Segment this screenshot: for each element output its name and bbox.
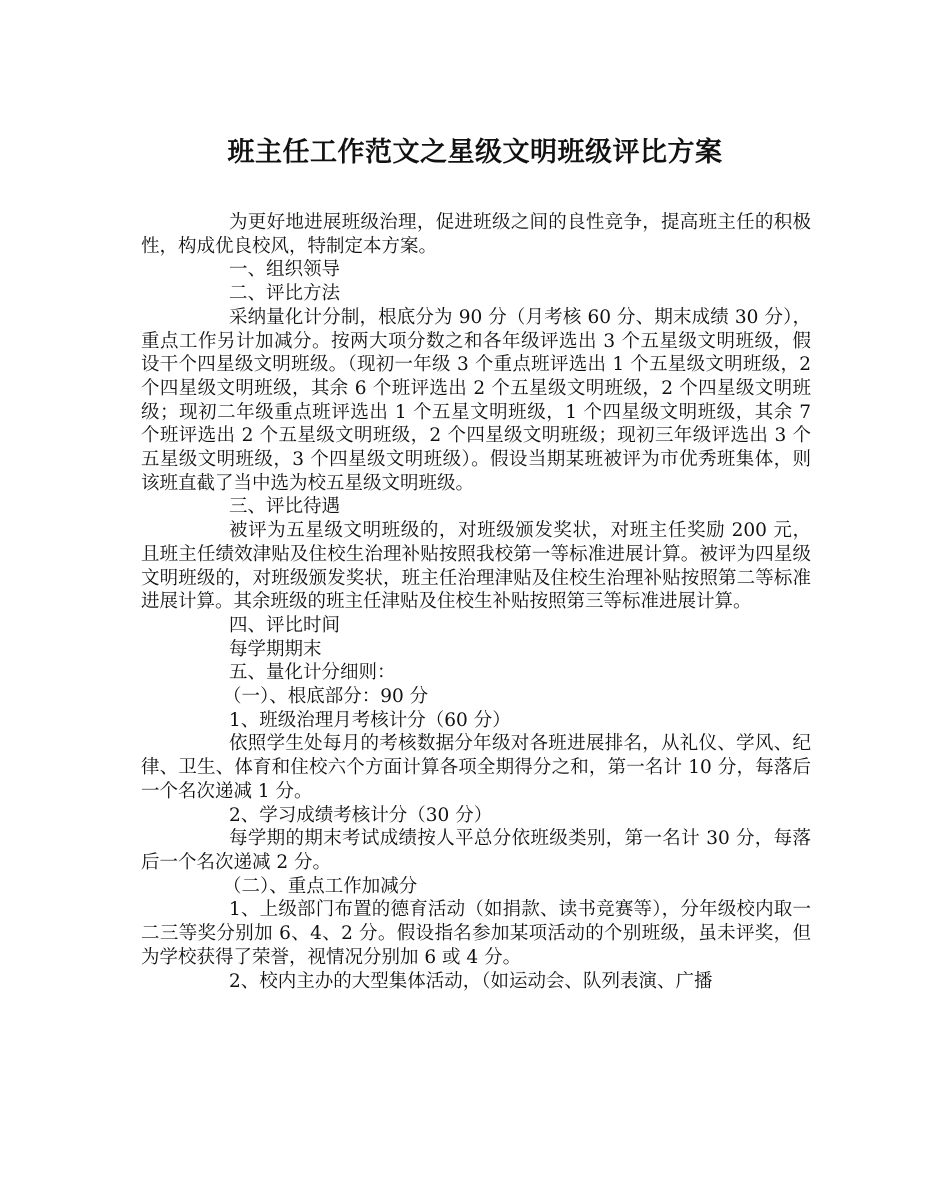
- benefits-paragraph: 被评为五星级文明班级的，对班级颁发奖状，对班主任奖励 200 元，且班主任绩效津贴及住校生治理补贴按照我校第一等标准进展计算。被评为四星级文明班级的，对班级颁发奖状，班主任治理津贴及住校生治理补贴按照第二等标准进展计算。其余班级的班主任津贴及住校生补贴按照第三等标准进展计算。: [141, 520, 811, 613]
- item-heading-monthly: 1、班级治理月考核计分（60 分）: [229, 709, 511, 731]
- section-heading-benefits: 三、评比待遇: [229, 496, 341, 518]
- key-work-item-2: 2、校内主办的大型集体活动，（如运动会、队列表演、广播: [229, 970, 713, 992]
- section-heading-method: 二、评比方法: [229, 283, 341, 305]
- key-work-item-1: 1、上级部门布置的德育活动（如捐款、读书竞赛等），分年级校内取一二三等奖分别加 6、4、2 分。假设指名参加某项活动的个别班级，虽未评奖，但为学校获得了荣誉，视情况分别加 6 或 4 分。: [141, 899, 811, 968]
- method-paragraph: 采纳量化计分制，根底分为 90 分（月考核 60 分、期末成绩 30 分），重点工作另计加减分。按两大项分数之和各年级评选出 3 个五星级文明班级，假设干个四星级文明班级。（现初一年级 3 个重点班评选出 1 个五星级文明班级，2 个四星级文明班级，其余 6 个班评选出 2 个五星级文明班级，2 个四星级文明班级；现初二年级重点班评选出 1 个五星文明班级，1 个四星级文明班级，其余 7 个班评选出 2 个五星级文明班级，2 个四星级文明班级；现初三年级评选出 3 个五星级文明班级，3 个四星级文明班级）。假设当期某班被评为市优秀班集体，则该班直截了当中选为校五星级文明班级。: [141, 306, 811, 494]
- subsection-heading-basic: （一）、根底部分：90 分: [223, 686, 429, 708]
- item-heading-grades: 2、学习成绩考核计分（30 分）: [229, 804, 493, 826]
- monthly-paragraph: 依照学生处每月的考核数据分年级对各班进展排名，从礼仪、学风、纪律、卫生、体育和住校六个方面计算各项全期得分之和，第一名计 10 分，每落后一个名次递减 1 分。: [141, 733, 811, 802]
- intro-paragraph: 为更好地进展班级治理，促进班级之间的良性竞争，提高班主任的积极性，构成优良校风，特制定本方案。: [141, 212, 811, 257]
- section-heading-scoring: 五、量化计分细则：: [229, 662, 396, 684]
- subsection-heading-key-work: （二）、重点工作加减分: [223, 875, 418, 897]
- document-body: [141, 211, 811, 993]
- section-heading-time: 四、评比时间: [229, 614, 341, 636]
- document-title: 班主任工作范文之星级文明班级评比方案: [227, 137, 723, 168]
- section-heading-organization: 一、组织领导: [229, 259, 341, 281]
- time-paragraph: 每学期期末: [229, 638, 322, 660]
- grades-paragraph: 每学期的期末考试成绩按人平总分依班级类别，第一名计 30 分，每落后一个名次递减 2 分。: [141, 828, 811, 873]
